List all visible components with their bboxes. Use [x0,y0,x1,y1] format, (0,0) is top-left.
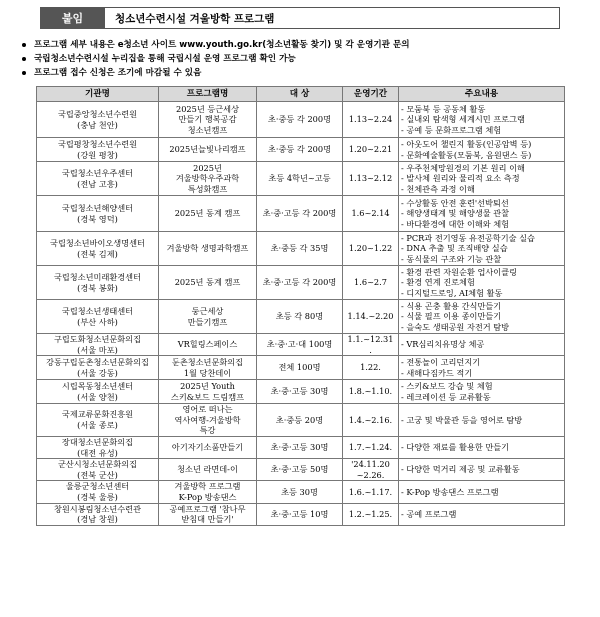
cell-target [257,102,343,138]
notes-list [20,38,580,80]
cell-program-line: 2025년늘빛나리캠프 [169,144,246,155]
table-row [37,162,565,196]
cell-content [399,404,565,437]
cell-target [257,481,343,503]
cell-org-line: (전북 김제) [77,248,118,259]
cell-content-line: - 환경 관련 자원순환 업사이클링 [401,266,517,277]
cell-period [343,196,399,232]
cell-org-line: 울릉군청소년센터 [65,481,130,492]
cell-content-line: - 우주천체망원경의 기본 원리 이해 [401,162,525,173]
cell-content-line: - DNA 추출 및 조직배양 실습 [401,243,508,254]
cell-org [37,138,159,162]
cell-org-line: (경북 영덕) [77,213,118,224]
cell-program-line: 2025년 등근세상 [176,103,239,114]
cell-org-line: (서울 종로) [77,420,118,431]
cell-period-line: 1.7.~1.24. [348,442,393,453]
cell-org [37,481,159,503]
cell-program-line: 겨울방학 생명과학캠프 [166,243,249,254]
cell-content [399,436,565,458]
cell-target-line: 초·중·고등 30명 [270,386,329,397]
cell-org-line: (경북 봉화) [77,282,118,293]
cell-content-line: - 레크레이션 등 교류활동 [401,391,491,402]
table-row [37,196,565,232]
col-header-program: 프로그램명 [159,87,257,102]
cell-org [37,300,159,334]
cell-program-line: 만들기 행복공감 [178,114,237,125]
cell-org-line: 국립청소년해양센터 [61,202,134,213]
cell-content-line: - 해양생태계 및 해양생물 관찰 [401,208,510,219]
cell-target [257,266,343,300]
cell-content [399,334,565,356]
cell-org-line: 시립목동청소년센터 [61,381,134,392]
cell-program-line: 특강 [199,425,216,436]
cell-program-line: 받침대 만들기' [181,514,234,525]
cell-content-line: - 공예 등 문화프로그램 체험 [401,124,502,135]
cell-content-line: - 문화예술활동(모둠북, 음원댄스 등) [401,149,532,160]
cell-target-line: 초·중등 각 35명 [270,243,329,254]
cell-target-line: 초·중·고등 10명 [270,508,329,519]
cell-program [159,481,257,503]
cell-target-line: 초·중등 20명 [275,414,324,425]
cell-period-line: 1.4.~2.16. [348,414,393,425]
cell-content-line: - VR심리치유명상 체공 [401,339,485,350]
col-header-period: 운영기간 [343,87,399,102]
cell-period [343,102,399,138]
section-header [40,7,560,29]
cell-program-line: 둔촌청소년문화의집 [171,357,244,368]
cell-program [159,503,257,525]
cell-org [37,503,159,525]
cell-org-line: (서울 강동) [77,367,118,378]
cell-org-line: (전남 고흥) [77,178,118,189]
cell-org [37,196,159,232]
note-text: 프로그램 세부 내용은 e청소년 사이트 www.youth.go.kr(청소년활동 찾기) 및 각 운영기관 문의 [34,40,410,50]
cell-content-line: - 고궁 및 박물관 등을 영어로 탐방 [401,414,523,425]
cell-program-line: 청소년 라면데-이 [177,464,238,475]
cell-period-line: 1.1.~12.31 [347,334,394,344]
cell-program [159,102,257,138]
cell-org [37,436,159,458]
cell-period [343,404,399,437]
cell-program-line: 아기자기소품만들기 [171,442,244,453]
table-row [37,481,565,503]
cell-target [257,404,343,437]
cell-content-line: - 스키&보드 강습 및 체험 [401,381,493,392]
cell-program-line: 공예프로그램 '참나무 [169,503,246,514]
cell-org [37,232,159,266]
cell-content-line: - 수상활동 안전 훈련'선박퇴선 [401,197,509,208]
cell-target [257,380,343,404]
cell-org-line: 군산시청소년문화의집 [57,459,138,470]
cell-period [343,162,399,196]
cell-org-line: (서울 양천) [77,391,118,402]
table-row [37,459,565,481]
cell-period [343,356,399,380]
cell-org-line: (경남 창원) [77,514,118,525]
cell-content [399,196,565,232]
cell-content [399,266,565,300]
cell-period-line: '24.11.20 [351,459,390,470]
cell-content-line: - PCR과 전기영동 유전공학기술 실습 [401,232,535,243]
cell-content-line: - 모둠북 등 공동체 활동 [401,103,486,114]
cell-content [399,162,565,196]
cell-program-line: 2025년 동계 캠프 [174,208,241,219]
cell-program [159,459,257,481]
cell-period-line: 1.2.~1.25. [348,508,393,519]
cell-org [37,162,159,196]
cell-org-line: (경북 울릉) [77,491,118,502]
cell-program-line: 2025년 Youth [180,381,235,392]
cell-period [343,300,399,334]
cell-content-line: - K-Pop 방송댄스 프로그램 [401,486,499,497]
cell-org-line: (충남 천안) [77,119,118,130]
cell-target [257,459,343,481]
cell-period [343,266,399,300]
cell-program [159,232,257,266]
cell-org-line: 국립청소년우주센터 [61,167,134,178]
table-row [37,404,565,437]
cell-period-line: 1.13~2.12 [348,173,393,184]
note-item [20,38,580,52]
cell-target-line: 초·중·고등 30명 [270,442,329,453]
cell-period [343,232,399,266]
cell-org-line: 구립도화청소년문화의집 [53,334,141,344]
cell-content-line: - 식용 곤충 활용 간식만들기 [401,300,502,311]
cell-program-line: 역사여행-겨울방학 [174,414,241,425]
cell-content [399,459,565,481]
cell-program [159,334,257,356]
cell-content [399,102,565,138]
cell-period-line: 1.20~1.22 [348,243,393,254]
note-text: 프로그램 접수 신청은 조기에 마감될 수 있음 [34,68,202,78]
cell-org [37,404,159,437]
cell-content [399,356,565,380]
cell-content-line: - 전통놀이 고리던지기 [401,357,481,368]
cell-period-line: 1.22. [360,362,381,373]
table-body [37,102,565,526]
cell-org [37,356,159,380]
cell-program [159,380,257,404]
cell-period-line: 1.6~2.14 [351,208,390,219]
table-row [37,138,565,162]
cell-program-line: K-Pop 방송댄스 [178,491,237,502]
cell-content-line: - 식물 필프 이용 종이만들기 [401,311,502,322]
cell-org [37,459,159,481]
cell-content-line: - 바다환경에 대한 이해와 체험 [401,218,510,229]
cell-org-line: 국립청소년바이오생명센터 [50,237,145,248]
cell-program-line: 둥근세상 [191,305,224,316]
table-row [37,356,565,380]
cell-program-line: 스키&보드 드림캠프 [170,391,245,402]
cell-target [257,138,343,162]
bullet-icon [22,57,26,61]
cell-program [159,356,257,380]
cell-period [343,436,399,458]
cell-period [343,481,399,503]
program-table [36,86,565,526]
cell-target-line: 전체 100명 [278,362,321,373]
cell-target-line: 초·중등 각 200명 [268,114,331,125]
cell-content-line: - 다양한 먹거리 제공 및 교류활동 [401,464,520,475]
cell-program [159,196,257,232]
table-row [37,503,565,525]
note-item [20,66,580,80]
cell-org-line: (전북 군산) [77,469,118,480]
cell-period-line: 1.6~2.7 [354,277,387,288]
cell-program [159,266,257,300]
cell-content [399,300,565,334]
cell-period-line: . [369,344,372,355]
cell-program-line: 만들기캠프 [187,316,228,327]
cell-period-line: 1.14.~2.20 [347,311,394,322]
cell-content-line: - 아웃도어 챌린지 활동(인공암벽 등) [401,138,532,149]
cell-content-line: - 공예 프로그램 [401,508,457,519]
cell-org [37,266,159,300]
table-row [37,300,565,334]
cell-period-line: 1.6.~1.17. [348,486,393,497]
cell-target [257,356,343,380]
cell-target-line: 초등 각 80명 [275,311,324,322]
cell-target [257,232,343,266]
attachment-badge: 붙임 [40,7,105,29]
cell-content-line: - 디지털드로잉, AI체험 활동 [401,287,503,298]
cell-program-line: 1월 당찬데이 [183,367,232,378]
cell-program [159,436,257,458]
col-header-target: 대 상 [257,87,343,102]
cell-program-line: VR힐링스페이스 [177,339,238,350]
cell-content-line: - 동식물의 구조와 기능 관찰 [401,253,502,264]
cell-target-line: 초·중등 각 200명 [268,144,331,155]
cell-program [159,300,257,334]
cell-org-line: (대전 유성) [77,447,118,458]
cell-target-line: 초등 30명 [281,486,318,497]
cell-content-line: - 새해다짐카드 적기 [401,367,473,378]
cell-program [159,404,257,437]
cell-target [257,334,343,356]
cell-period [343,459,399,481]
cell-content [399,481,565,503]
cell-target [257,196,343,232]
table-header-row [37,87,565,102]
cell-org [37,102,159,138]
table-row [37,380,565,404]
cell-content-line: - 실내외 탐색형 세계시민 프로그램 [401,114,525,125]
cell-org-line: 장대청소년문화의집 [61,436,134,447]
cell-org-line: (서울 마포) [77,344,118,355]
cell-period [343,334,399,356]
table-row [37,232,565,266]
cell-content [399,503,565,525]
cell-period-line: ~2.26. [356,469,385,480]
section-title: 청소년수련시설 겨울방학 프로그램 [105,7,560,29]
cell-program-line: 2025년 동계 캠프 [174,277,241,288]
cell-program-line: 2025년 [193,162,222,173]
cell-program-line: 겨울방학우주과학 [175,173,240,184]
cell-org-line: 국립청소년생태센터 [61,305,134,316]
cell-org-line: 국립평창청소년수련원 [57,138,138,149]
note-text: 국립청소년수련시설 누리집을 통해 국립시설 운영 프로그램 확인 가능 [34,54,296,64]
table-row [37,102,565,138]
cell-program [159,162,257,196]
bullet-icon [22,71,26,75]
col-header-org: 기관명 [37,87,159,102]
cell-program [159,138,257,162]
cell-target-line: 초·중·고등 50명 [270,464,329,475]
cell-period-line: 1.13~2.24 [348,114,393,125]
cell-program-line: 청소년캠프 [187,124,228,135]
cell-content-line: - 천체관측 과정 이해 [401,183,475,194]
bullet-icon [22,43,26,47]
cell-program-line: 영어로 떠나는 [182,404,233,415]
cell-org-line: 국제교류문화진흥원 [61,409,134,420]
cell-target [257,436,343,458]
cell-target-line: 초등 4학년~고등 [268,173,331,184]
cell-content-line: - 환경 연계 진로체험 [401,277,475,288]
table-row [37,266,565,300]
cell-target-line: 초·중·고등 각 200명 [262,277,337,288]
col-header-content: 주요내용 [399,87,565,102]
cell-content [399,232,565,266]
cell-program-line: 특성화캠프 [187,183,228,194]
cell-org-line: (부산 사하) [77,316,118,327]
cell-org-line: 국립청소년미래환경센터 [53,271,141,282]
table-row [37,436,565,458]
cell-content-line: - 발사체 원리와 물리적 요소 측정 [401,173,520,184]
cell-org-line: (강원 평창) [77,149,118,160]
cell-content [399,138,565,162]
note-item [20,52,580,66]
cell-period-line: 1.8.~1.10. [348,386,393,397]
cell-period [343,138,399,162]
cell-period [343,503,399,525]
cell-content-line: - 을숙도 생태공원 자전거 탐방 [401,321,510,332]
cell-org-line: 창원시봉림청소년수련관 [53,503,141,514]
table-row [37,334,565,356]
cell-program-line: 겨울방학 프로그램 [174,481,241,492]
cell-target [257,503,343,525]
cell-org-line: 국립중앙청소년수련원 [57,108,138,119]
cell-period-line: 1.20~2.21 [348,144,393,155]
cell-target-line: 초·중·고·대 100명 [266,339,333,350]
cell-target [257,162,343,196]
cell-period [343,380,399,404]
cell-target-line: 초·중·고등 각 200명 [262,208,337,219]
cell-target [257,300,343,334]
cell-org [37,380,159,404]
cell-org [37,334,159,356]
cell-content [399,380,565,404]
cell-org-line: 강동구립둔촌청소년문화의집 [46,357,149,368]
cell-content-line: - 다양한 재료를 활용한 만들기 [401,442,510,453]
